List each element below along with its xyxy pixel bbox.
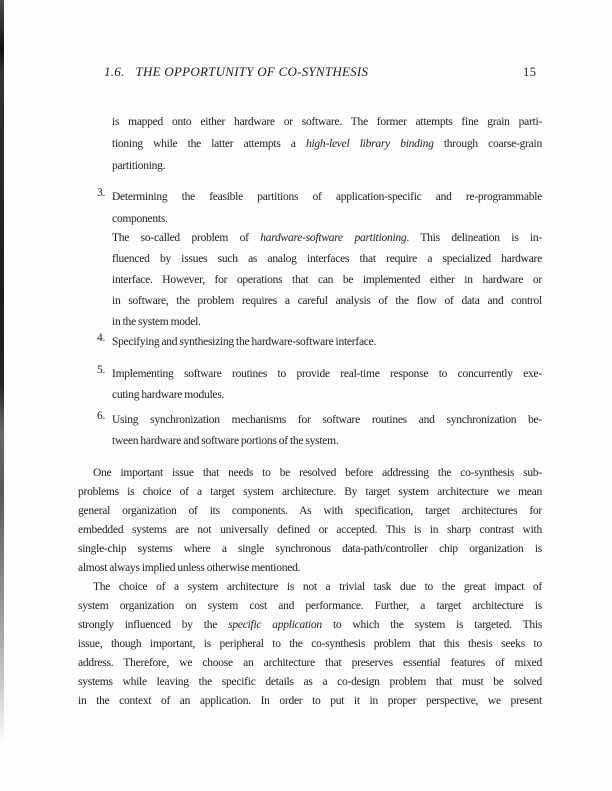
text-line: address. Therefore, we choose an architecture that preserves essential features of mixed	[78, 657, 542, 669]
header-section-number: 1.6.	[104, 64, 125, 79]
text-line: components.	[112, 212, 168, 225]
text-line: One important issue that needs to be resolved before addressing the co-synthesis sub-	[93, 467, 542, 479]
emphasized-term: hardware-software partitioning	[260, 232, 407, 244]
list-item-6	[112, 410, 542, 452]
text-line: partitioning.	[112, 159, 166, 172]
list-item-4	[112, 332, 542, 353]
text-line: interface. However, for operations that can be implemented either in hardware or	[112, 274, 542, 286]
text-segment: through coarse-grain	[433, 137, 542, 150]
text-line: Using synchronization mechanisms for software routines and synchronization be-	[112, 414, 542, 426]
text-line: problems is choice of a target system architecture. By target system architecture we mean	[78, 486, 542, 498]
text-segment: . This delineation is in-	[406, 232, 543, 244]
text-line: cuting hardware modules.	[112, 389, 225, 401]
scan-edge-artifact	[0, 0, 4, 745]
text-line: in the context of an application. In order to put it in proper perspective, we present	[78, 695, 542, 707]
text-line: systems while leaving the specific details as a co-design problem that must be solved	[78, 676, 542, 688]
text-line	[112, 228, 542, 249]
text-line: tween hardware and software portions of the system.	[112, 435, 339, 447]
text-line: issue, though important, is peripheral to the co-synthesis problem that this thesis seeks to	[78, 638, 542, 650]
page-number: 15	[523, 65, 537, 79]
text-segment: The so-called problem of	[112, 232, 261, 244]
paragraph-target-architecture	[78, 464, 542, 578]
header-chapter-title: THE OPPORTUNITY OF CO-SYNTHESIS	[135, 64, 369, 79]
list-marker-4: 4.	[97, 332, 106, 344]
text-line: in software, the problem requires a careful analysis of the flow of data and control	[112, 295, 542, 307]
emphasized-term: high-level library binding	[305, 137, 434, 150]
item2-continuation-paragraph	[112, 112, 542, 177]
text-line: in the system model.	[112, 316, 201, 328]
text-line	[78, 616, 542, 635]
text-line: Implementing software routines to provide real-time response to concurrently exe-	[112, 368, 542, 380]
text-line: almost always implied unless otherwise mentioned.	[78, 562, 301, 574]
text-line: fluenced by issues such as analog interfaces that require a specialized hardware	[112, 253, 542, 265]
emphasized-term: specific application	[228, 619, 322, 631]
text-line: Determining the feasible partitions of application-specific and re-programmable	[112, 191, 542, 203]
text-line: system organization on system cost and performance. Further, a target architecture is	[78, 600, 542, 612]
text-segment: tioning while the latter attempts a	[112, 137, 306, 150]
list-item-3-paragraph	[112, 228, 542, 333]
text-line: Specifying and synthesizing the hardware-software interface.	[112, 336, 377, 348]
text-line: embedded systems are not universally defined or accepted. This is in sharp contrast with	[78, 524, 542, 536]
running-header	[104, 64, 368, 80]
paragraph-architecture-choice	[78, 578, 542, 711]
text-segment: strongly influenced by the	[78, 619, 229, 631]
list-item-5	[112, 364, 542, 406]
text-line: is mapped onto either hardware or software. The former attempts fine grain parti-	[112, 116, 542, 128]
list-marker-5: 5.	[97, 364, 106, 376]
text-line: single-chip systems where a single synchronous data-path/controller chip organization is	[78, 543, 542, 555]
text-line	[112, 134, 542, 156]
list-item-3	[112, 187, 542, 231]
list-marker-3: 3.	[97, 187, 106, 199]
text-line: general organization of its components. As with specification, target architectures for	[78, 505, 542, 517]
text-line: The choice of a system architecture is not a trivial task due to the great impact of	[93, 581, 542, 593]
list-marker-6: 6.	[97, 410, 106, 422]
text-segment: to which the system is targeted. This	[321, 619, 543, 631]
